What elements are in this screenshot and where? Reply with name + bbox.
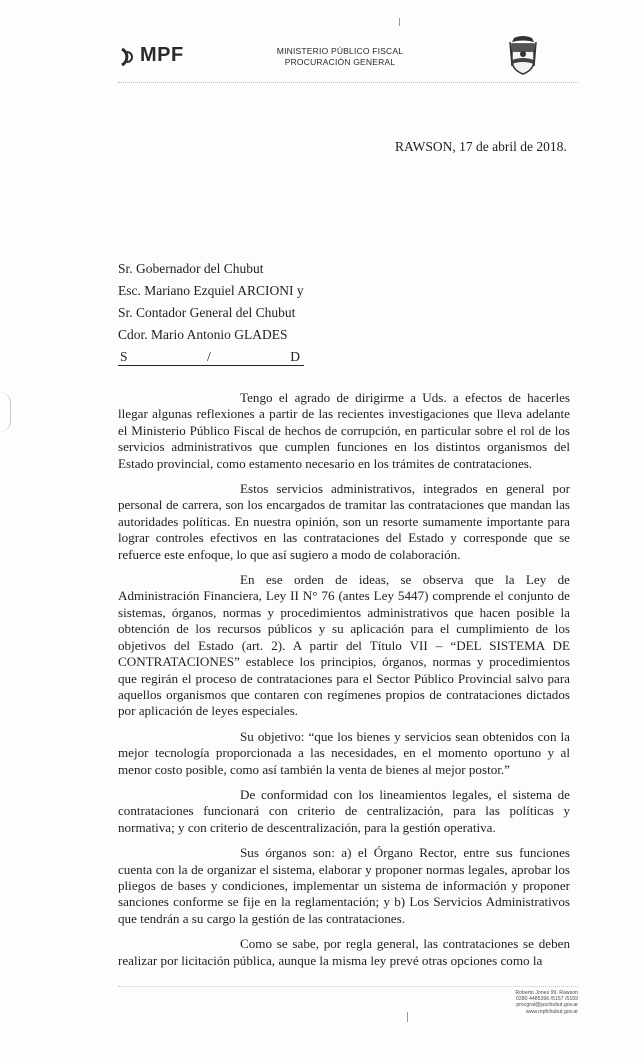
body-paragraph: Como se sabe, por regla general, las contrataciones se deben realizar por licitación pública, aunque la misma ley prevé otras opciones como la: [118, 936, 570, 968]
footer-website: www.mpfchubut.gov.ar: [525, 1008, 578, 1015]
addressee-line: Sr. Contador General del Chubut: [118, 305, 296, 320]
institution-name: MINISTERIO PÚBLICO FISCAL: [276, 46, 404, 56]
footer-phone: 0280 4485396 /5157 /5159: [515, 996, 578, 1003]
sd-line: [118, 348, 304, 366]
sd-mid: /: [207, 349, 211, 364]
header-divider: [118, 82, 578, 83]
scan-mark: [407, 1012, 408, 1022]
footer-email: procgral@juschubut.gov.ar: [516, 1002, 578, 1009]
letter-body: [118, 390, 570, 978]
body-paragraph: Su objetivo: “que los bienes y servicios sean obtenidos con la mejor tecnología proporcionada a las necesidades, en el momento oportuno y al menor costo posible, como así también la venta de bienes al mejor postor.”: [118, 728, 570, 777]
footer-divider: [118, 986, 578, 987]
addressee-line: Cdor. Mario Antonio GLADES: [118, 327, 288, 342]
sd-right: D: [290, 349, 300, 364]
punch-hole-shadow: [0, 392, 11, 432]
letter-date: RAWSON, 17 de abril de 2018.: [395, 139, 567, 154]
addressee-line: Esc. Mariano Ezquiel ARCIONI y: [118, 283, 304, 298]
institution-division: PROCURACIÓN GENERAL: [284, 57, 396, 67]
addressee-line: Sr. Gobernador del Chubut: [118, 261, 264, 276]
logo-text: MPF: [140, 44, 184, 66]
mpf-logo-icon: [118, 46, 140, 68]
scan-mark: [399, 18, 400, 26]
body-paragraph: Estos servicios administrativos, integrados en general por personal de carrera, son los encargados de tramitar las contrataciones que mandan las autoridades políticas. En nuestra opinión, son un resorte sumamente importante para lograr controles efectivos en las contrataciones del Estado y corresponde que se refuerce este enfoque, lo que así sugiero a modo de colaboración.: [118, 481, 570, 562]
footer-contact: [470, 990, 578, 1015]
coat-of-arms-icon: [508, 36, 538, 81]
body-paragraph: Sus órganos son: a) el Órgano Rector, entre sus funciones cuenta con la de organizar el sistema, elaborar y proponer normas legales, aprobar los pliegos de bases y condiciones, implementar un sistema de información y proponer sanciones conforme se fije en la reglamentación; y b) Los Servicios Administrativos que tendrán a su cargo la gestión de las contrataciones.: [118, 845, 570, 926]
mpf-logo: [118, 44, 208, 70]
body-paragraph: De conformidad con los lineamientos legales, el sistema de contrataciones funcionará con criterio de centralización, para las políticas y normativa; y con criterio de descentralización, para la gestión operativa.: [118, 786, 570, 835]
institution-title: [270, 46, 410, 68]
body-paragraph: Tengo el agrado de dirigirme a Uds. a efectos de hacerles llegar algunas reflexiones a partir de las recientes investigaciones que lleva adelante el Ministerio Público Fiscal de hechos de corrupción, en particular sobre el rol de los servicios administrativos que cumplen funciones en los distintos organismos del Estado provincial, como estamento necesario en los trámites de contrataciones.: [118, 390, 570, 471]
addressee-block: [118, 258, 304, 366]
body-paragraph: En ese orden de ideas, se observa que la Ley de Administración Financiera, Ley II N° 76 (antes Ley 5447) comprende el conjunto de sistemas, órganos, normas y procedimientos administrativos que hacen posible la obtención de los recursos públicos y su aplicación para el cumplimiento de los objetivos del Estado (art. 2). A partir del Título VII – “DEL SISTEMA DE CONTRATACIONES” establece los principios, órganos, normas y procedimientos que regirán el proceso de contrataciones para el Sector Público Provincial salvo para aquellos organismos que contaren con regímenes propios de contrataciones dictados por aplicación de leyes especiales.: [118, 572, 570, 719]
sd-left: S: [120, 349, 128, 364]
footer-address: Roberto Jones 99. Rawson: [515, 990, 578, 996]
